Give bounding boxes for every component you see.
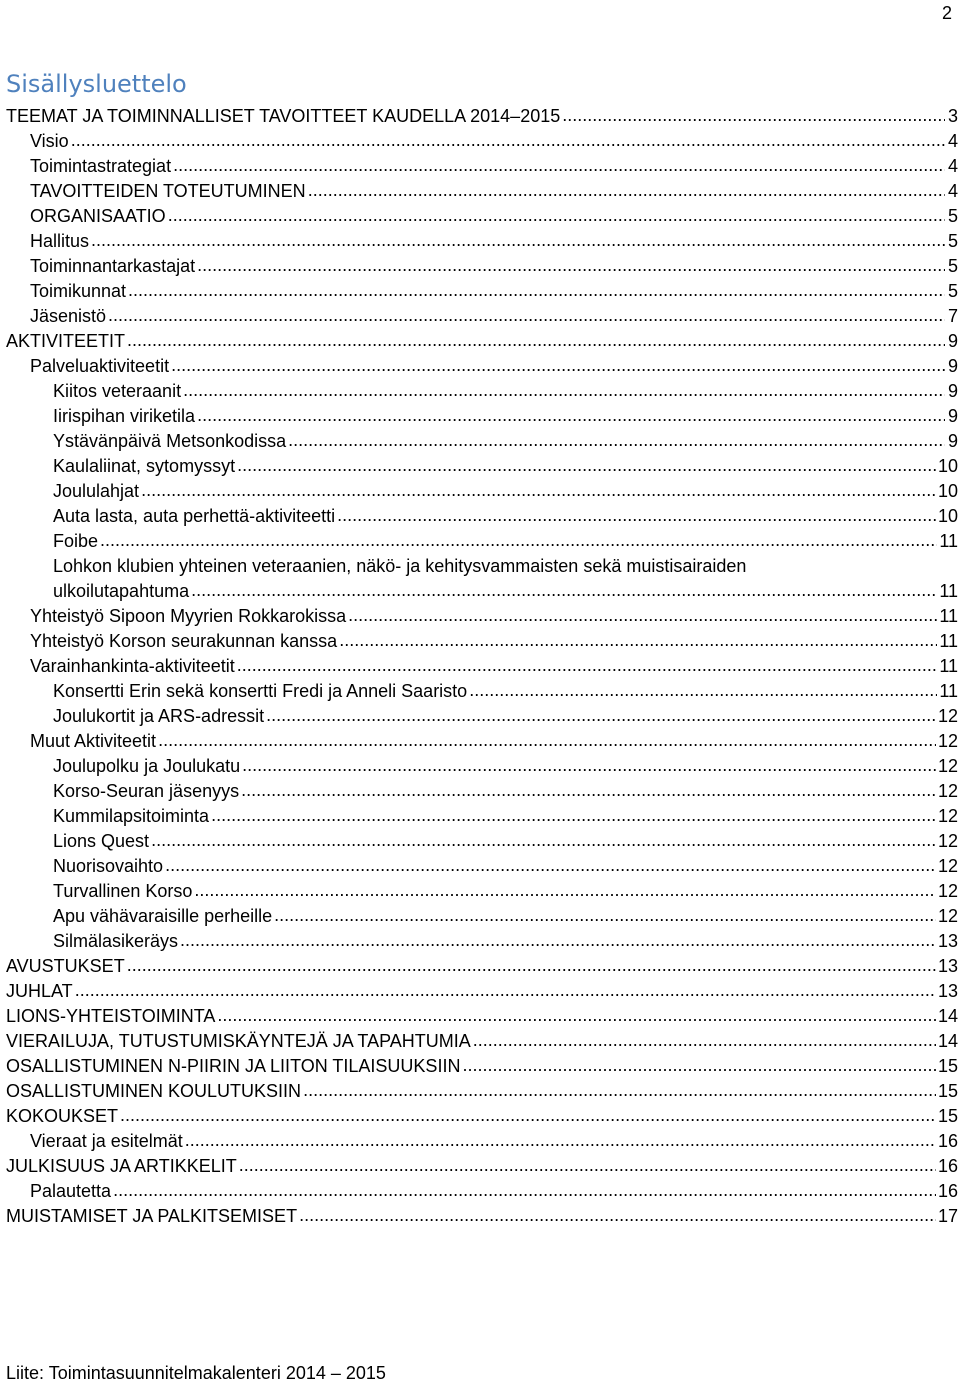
toc-entry-label: Turvallinen Korso — [53, 881, 193, 901]
dot-leader — [473, 1028, 936, 1053]
toc-entry[interactable] — [6, 204, 958, 229]
dot-leader — [158, 728, 936, 753]
dot-leader — [241, 778, 936, 803]
toc-entry[interactable] — [6, 629, 958, 654]
dot-leader — [339, 628, 937, 653]
toc-entry-label: KOKOUKSET — [6, 1106, 119, 1126]
toc-entry-label: Kaulaliinat, sytomyssyt — [53, 456, 236, 476]
toc-entry[interactable] — [6, 1104, 958, 1129]
toc-entry[interactable] — [6, 1204, 958, 1229]
dot-leader — [151, 828, 936, 853]
toc-entry-page: 14 — [937, 1031, 958, 1051]
toc-entry[interactable] — [6, 1029, 958, 1054]
toc-entry-label: Foibe — [53, 531, 99, 551]
toc-entry[interactable] — [6, 354, 958, 379]
toc-entry-page: 4 — [947, 131, 958, 151]
toc-entry[interactable] — [6, 829, 958, 854]
dot-leader — [348, 603, 937, 628]
toc-entry[interactable] — [6, 329, 958, 354]
dot-leader — [299, 1203, 936, 1228]
toc-entry-label: Apu vähävaraisille perheille — [53, 906, 273, 926]
toc-entry-label: Joulupolku ja Joulukatu — [53, 756, 241, 776]
dot-leader — [165, 853, 936, 878]
toc-entry-label: Korso-Seuran jäsenyys — [53, 781, 240, 801]
toc-entry-page: 12 — [937, 906, 958, 926]
dot-leader — [211, 803, 936, 828]
toc-entry-label: LIONS-YHTEISTOIMINTA — [6, 1006, 216, 1026]
toc-entry-label: Hallitus — [30, 231, 90, 251]
dot-leader — [274, 903, 936, 928]
toc-entry-label: Kiitos veteraanit — [53, 381, 182, 401]
dot-leader — [308, 178, 945, 203]
dot-leader — [127, 953, 936, 978]
toc-entry-page: 12 — [937, 881, 958, 901]
toc-entry-page: 5 — [947, 206, 958, 226]
toc-entry[interactable] — [6, 304, 958, 329]
toc-entry-label: ORGANISAATIO — [30, 206, 166, 226]
dot-leader — [171, 353, 945, 378]
toc-entry-label: Lions Quest — [53, 831, 150, 851]
toc-entry[interactable] — [6, 879, 958, 904]
table-of-contents — [6, 104, 958, 1229]
dot-leader — [237, 453, 936, 478]
toc-entry-label: Palautetta — [30, 1181, 112, 1201]
dot-leader — [237, 653, 938, 678]
toc-entry[interactable] — [6, 704, 958, 729]
toc-entry-page: 11 — [939, 656, 958, 676]
toc-entry[interactable] — [6, 654, 958, 679]
dot-leader — [217, 1003, 936, 1028]
toc-entry-label: OSALLISTUMINEN N-PIIRIN JA LIITON TILAISUUKSIIN — [6, 1056, 461, 1076]
toc-entry-page: 15 — [937, 1106, 958, 1126]
toc-entry-page: 9 — [947, 356, 958, 376]
toc-entry-label: Toimikunnat — [30, 281, 127, 301]
toc-entry[interactable] — [6, 1154, 958, 1179]
toc-entry-page: 11 — [939, 681, 958, 701]
toc-entry-page: 10 — [937, 456, 958, 476]
toc-entry-page: 12 — [937, 856, 958, 876]
toc-entry-page: 4 — [947, 156, 958, 176]
dot-leader — [91, 228, 945, 253]
toc-entry-page: 12 — [937, 806, 958, 826]
toc-entry-page: 11 — [939, 606, 958, 626]
dot-leader — [242, 753, 936, 778]
toc-entry-page: 16 — [937, 1131, 958, 1151]
toc-entry[interactable] — [6, 1129, 958, 1154]
dot-leader — [562, 103, 945, 128]
toc-entry[interactable] — [6, 229, 958, 254]
toc-entry-label: ulkoilutapahtuma — [53, 581, 190, 601]
toc-entry-page: 12 — [937, 731, 958, 751]
dot-leader — [168, 203, 945, 228]
toc-entry[interactable] — [6, 554, 958, 604]
toc-entry-label: Muut Aktiviteetit — [30, 731, 157, 751]
toc-entry[interactable] — [6, 954, 958, 979]
toc-entry-label: Visio — [30, 131, 69, 151]
toc-entry-page: 13 — [937, 956, 958, 976]
toc-entry-page: 5 — [947, 231, 958, 251]
dot-leader — [197, 253, 945, 278]
dot-leader — [180, 928, 936, 953]
toc-entry-page: 3 — [947, 106, 958, 126]
toc-entry[interactable] — [6, 929, 958, 954]
toc-entry-label: Auta lasta, auta perhettä-aktiviteetti — [53, 506, 336, 526]
footer-note: Liite: Toimintasuunnitelmakalenteri 2014 – 2015 — [6, 1363, 386, 1383]
toc-entry-page: 9 — [947, 431, 958, 451]
toc-entry-page: 9 — [947, 381, 958, 401]
dot-leader — [75, 978, 936, 1003]
toc-entry-page: 13 — [937, 981, 958, 1001]
dot-leader — [303, 1078, 936, 1103]
toc-entry[interactable] — [6, 1004, 958, 1029]
dot-leader — [239, 1153, 936, 1178]
toc-entry-page: 10 — [937, 506, 958, 526]
toc-entry-page: 9 — [947, 331, 958, 351]
dot-leader — [100, 528, 937, 553]
toc-entry[interactable] — [6, 429, 958, 454]
toc-entry-page: 9 — [947, 406, 958, 426]
toc-entry[interactable] — [6, 454, 958, 479]
toc-entry-page: 11 — [939, 531, 958, 551]
toc-entry[interactable] — [6, 729, 958, 754]
dot-leader — [191, 578, 937, 603]
toc-entry-page: 12 — [937, 831, 958, 851]
toc-entry-page: 15 — [937, 1056, 958, 1076]
toc-entry-label: Vieraat ja esitelmät — [30, 1131, 183, 1151]
toc-entry-page: 4 — [947, 181, 958, 201]
toc-entry-label: JULKISUUS JA ARTIKKELIT — [6, 1156, 237, 1176]
toc-entry-label: AKTIVITEETIT — [6, 331, 126, 351]
toc-entry-label: Joululahjat — [53, 481, 140, 501]
toc-entry-label: Konsertti Erin sekä konsertti Fredi ja Anneli Saaristo — [53, 681, 468, 701]
toc-entry[interactable] — [6, 1054, 958, 1079]
toc-entry[interactable] — [6, 254, 958, 279]
toc-entry[interactable] — [6, 379, 958, 404]
toc-entry-label: TEEMAT JA TOIMINNALLISET TAVOITTEET KAUDELLA 2014–2015 — [6, 106, 561, 126]
toc-entry-label: Yhteistyö Korson seurakunnan kanssa — [30, 631, 338, 651]
toc-entry[interactable] — [6, 979, 958, 1004]
toc-entry-label: Palveluaktiviteetit — [30, 356, 170, 376]
toc-entry-label: TAVOITTEIDEN TOTEUTUMINEN — [30, 181, 306, 201]
dot-leader — [71, 128, 945, 153]
toc-entry-label: Iirispihan viriketila — [53, 406, 196, 426]
toc-entry[interactable] — [6, 854, 958, 879]
toc-entry[interactable] — [6, 1179, 958, 1204]
toc-entry-label: OSALLISTUMINEN KOULUTUKSIIN — [6, 1081, 302, 1101]
toc-title: Sisällysluettelo — [6, 70, 187, 98]
toc-entry-page: 7 — [947, 306, 958, 326]
dot-leader — [108, 303, 945, 328]
toc-entry-page: 16 — [937, 1156, 958, 1176]
toc-entry[interactable] — [6, 904, 958, 929]
toc-entry-label: JUHLAT — [6, 981, 73, 1001]
dot-leader — [113, 1178, 936, 1203]
toc-entry[interactable] — [6, 179, 958, 204]
toc-entry-page: 15 — [937, 1081, 958, 1101]
toc-entry[interactable] — [6, 404, 958, 429]
toc-entry-page: 5 — [947, 256, 958, 276]
dot-leader — [185, 1128, 936, 1153]
toc-entry-page: 11 — [939, 581, 958, 601]
toc-entry-label: Ystävänpäivä Metsonkodissa — [53, 431, 287, 451]
dot-leader — [141, 478, 936, 503]
toc-entry[interactable] — [6, 604, 958, 629]
dot-leader — [128, 278, 945, 303]
toc-entry-page: 12 — [937, 756, 958, 776]
dot-leader — [337, 503, 936, 528]
toc-entry-page: 11 — [939, 631, 958, 651]
toc-entry-page: 17 — [937, 1206, 958, 1226]
toc-entry-label: Silmälasikeräys — [53, 931, 179, 951]
toc-entry-label: VIERAILUJA, TUTUSTUMISKÄYNTEJÄ JA TAPAHTUMIA — [6, 1031, 471, 1051]
toc-entry[interactable] — [6, 1079, 958, 1104]
toc-entry[interactable] — [6, 104, 958, 129]
dot-leader — [469, 678, 937, 703]
toc-entry-label: Toiminnantarkastajat — [30, 256, 196, 276]
dot-leader — [183, 378, 945, 403]
toc-entry[interactable] — [6, 679, 958, 704]
toc-entry-label: Kummilapsitoiminta — [53, 806, 210, 826]
toc-entry-page: 5 — [947, 281, 958, 301]
toc-entry-page: 16 — [937, 1181, 958, 1201]
toc-entry[interactable] — [6, 129, 958, 154]
toc-entry-label: Varainhankinta-aktiviteetit — [30, 656, 235, 676]
dot-leader — [266, 703, 936, 728]
toc-entry-page: 14 — [937, 1006, 958, 1026]
toc-entry-label: Yhteistyö Sipoon Myyrien Rokkarokissa — [30, 606, 347, 626]
dot-leader — [462, 1053, 936, 1078]
toc-entry-label-line1: Lohkon klubien yhteinen veteraanien, näkö- ja kehitysvammaisten sekä muistisairaiden — [53, 556, 747, 576]
toc-entry-page: 12 — [937, 706, 958, 726]
toc-entry-label: Toimintastrategiat — [30, 156, 172, 176]
dot-leader — [197, 403, 945, 428]
toc-entry[interactable] — [6, 779, 958, 804]
dot-leader — [127, 328, 945, 353]
toc-entry[interactable] — [6, 504, 958, 529]
toc-entry[interactable] — [6, 754, 958, 779]
dot-leader — [194, 878, 936, 903]
dot-leader — [288, 428, 945, 453]
toc-entry-label: Joulukortit ja ARS-adressit — [53, 706, 265, 726]
toc-entry-page: 12 — [937, 781, 958, 801]
toc-entry-page: 13 — [937, 931, 958, 951]
toc-entry-label: Jäsenistö — [30, 306, 107, 326]
toc-entry[interactable] — [6, 479, 958, 504]
dot-leader — [173, 153, 945, 178]
toc-entry-label: AVUSTUKSET — [6, 956, 125, 976]
toc-entry-page: 10 — [937, 481, 958, 501]
page-number: 2 — [941, 3, 952, 23]
toc-entry[interactable] — [6, 154, 958, 179]
toc-entry-label: Nuorisovaihto — [53, 856, 164, 876]
toc-entry[interactable] — [6, 804, 958, 829]
toc-entry-label: MUISTAMISET JA PALKITSEMISET — [6, 1206, 298, 1226]
dot-leader — [120, 1103, 936, 1128]
toc-entry[interactable] — [6, 279, 958, 304]
toc-entry[interactable] — [6, 529, 958, 554]
